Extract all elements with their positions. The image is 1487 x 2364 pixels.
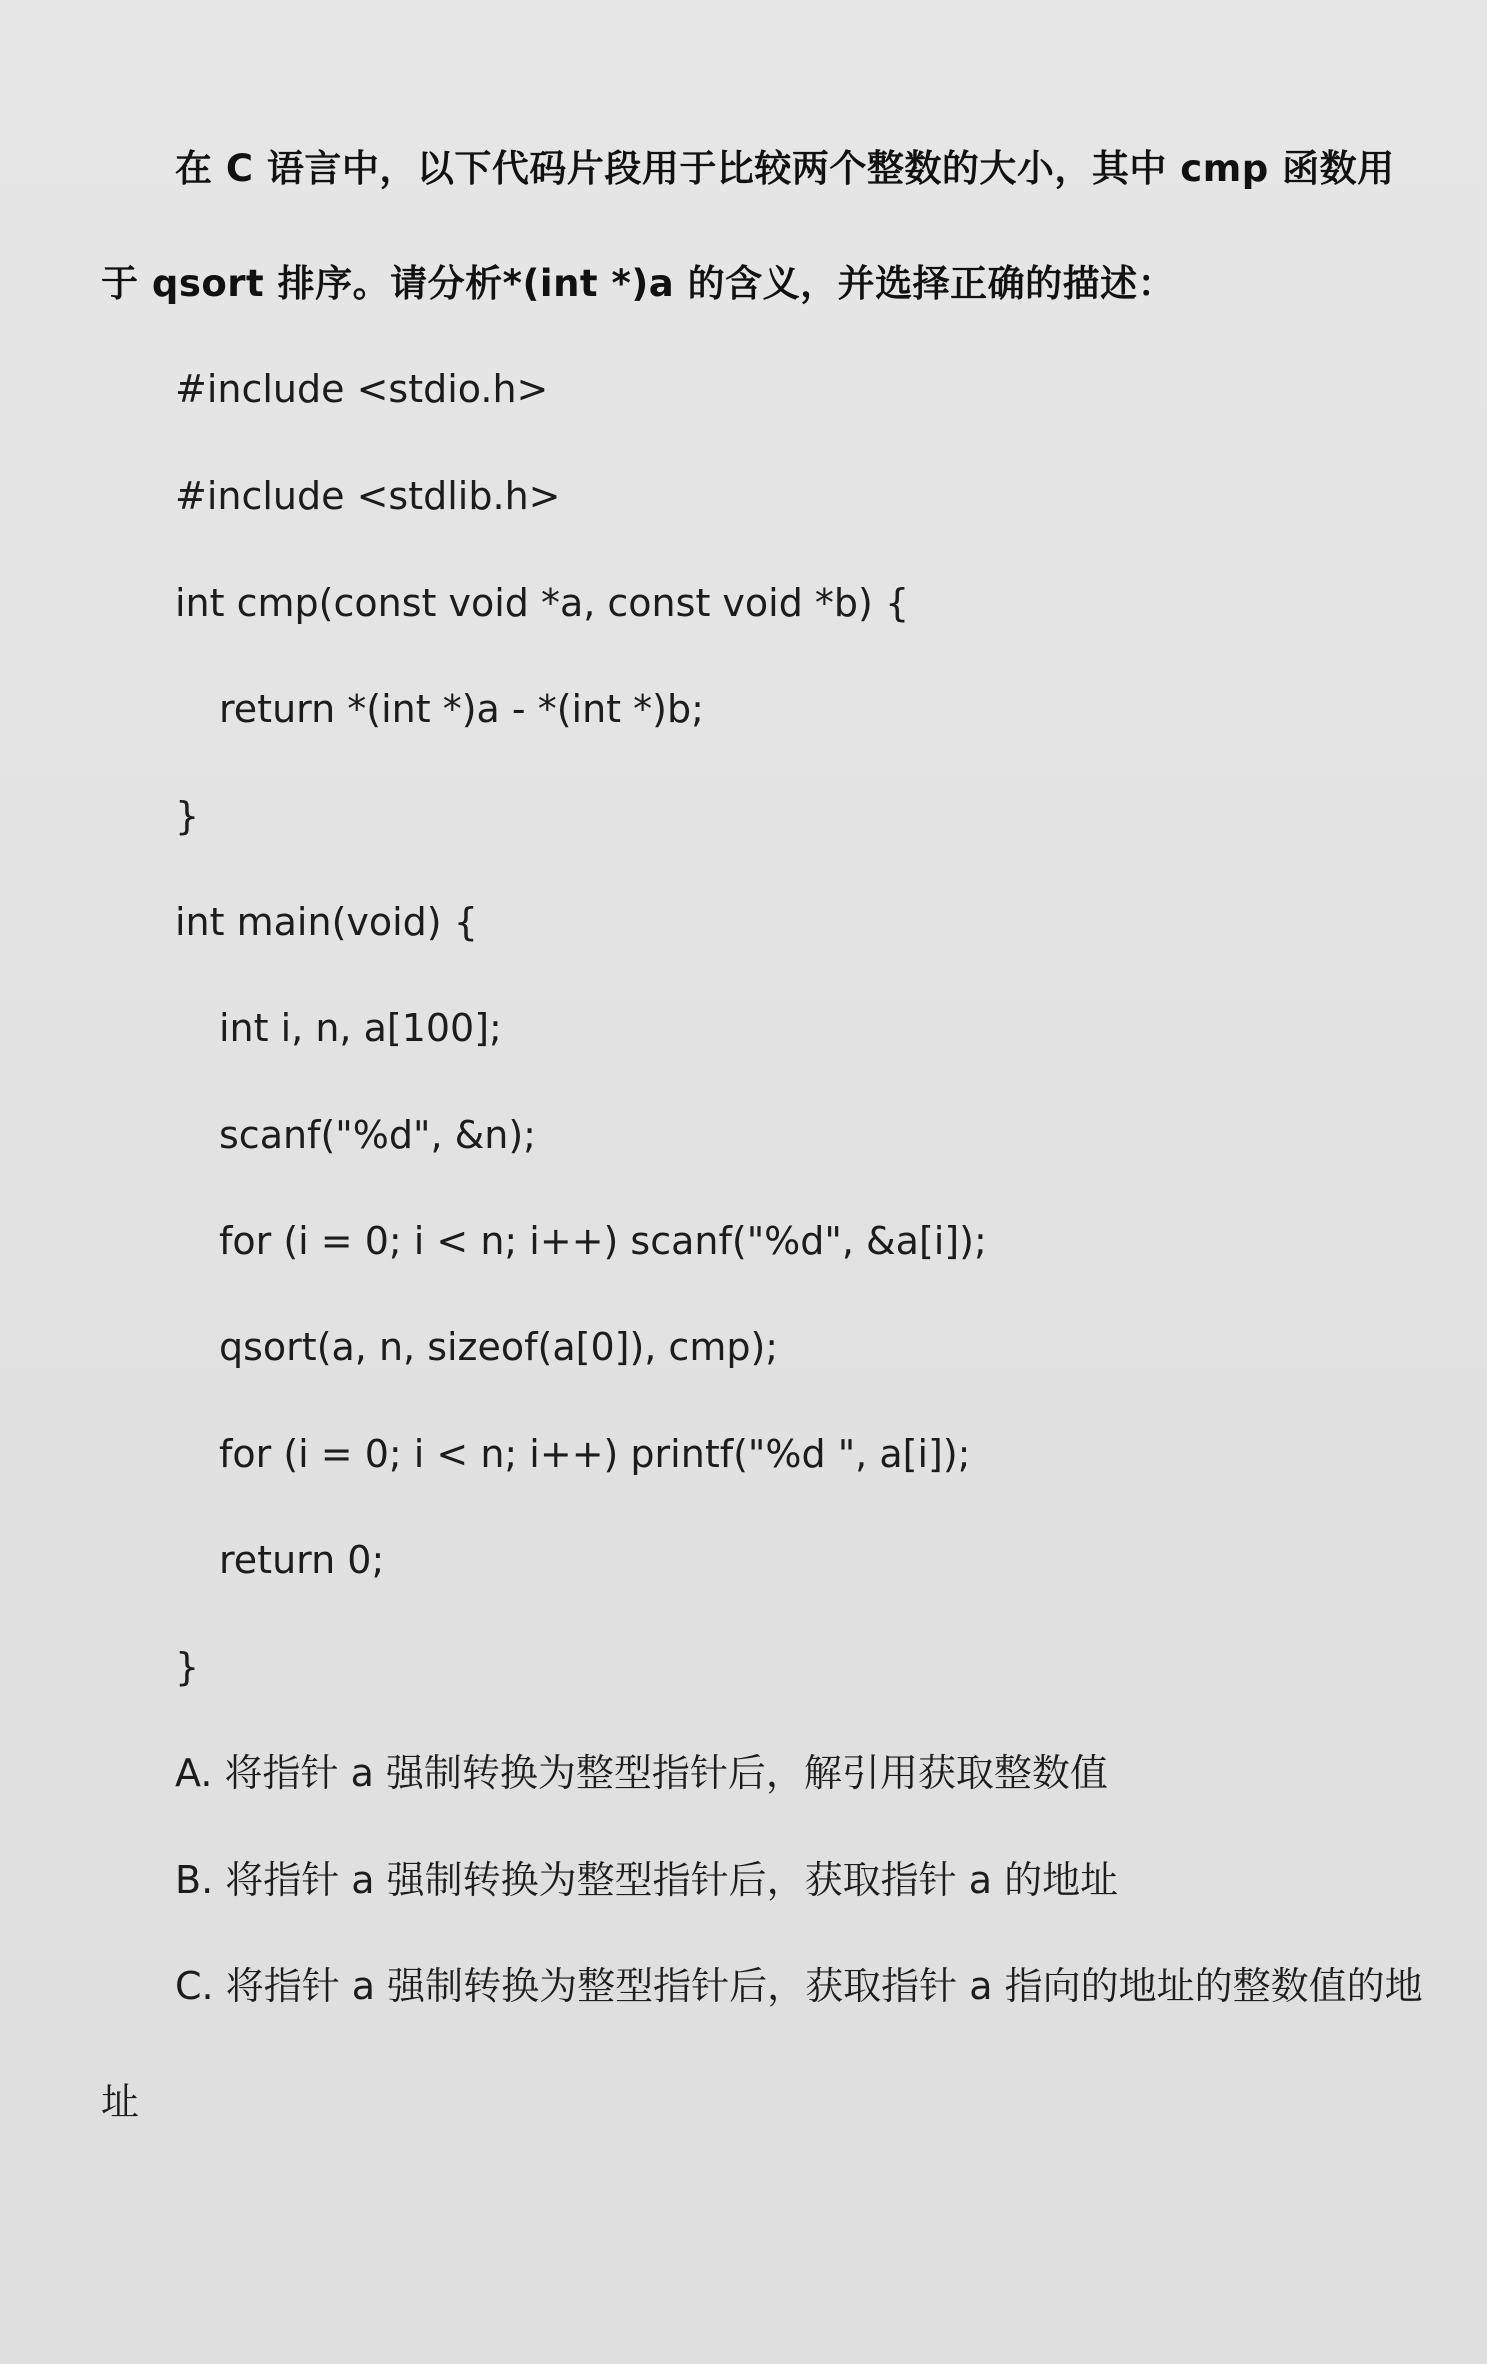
code-line: }: [175, 794, 200, 838]
question-text-line-2: 于 qsort 排序。请分析*(int *)a 的含义，并选择正确的描述：: [101, 262, 1176, 305]
option-a: A. 将指针 a 强制转换为整型指针后，解引用获取整数值: [175, 1751, 1108, 1795]
code-line: for (i = 0; i < n; i++) scanf("%d", &a[i]);: [219, 1219, 987, 1263]
code-line: return *(int *)a - *(int *)b;: [219, 687, 704, 731]
option-b: B. 将指针 a 强制转换为整型指针后，获取指针 a 的地址: [175, 1858, 1119, 1902]
question-text-line-1: 在 C 语言中，以下代码片段用于比较两个整数的大小，其中 cmp 函数用: [175, 147, 1395, 190]
code-line: int i, n, a[100];: [219, 1006, 502, 1050]
code-line: }: [175, 1645, 200, 1689]
option-c-line-1: C. 将指针 a 强制转换为整型指针后，获取指针 a 指向的地址的整数值的地: [175, 1964, 1423, 2008]
code-line: int main(void) {: [175, 900, 478, 944]
option-c-line-2: 址: [101, 2080, 140, 2124]
code-line: return 0;: [219, 1538, 385, 1582]
code-line: qsort(a, n, sizeof(a[0]), cmp);: [219, 1325, 779, 1369]
code-line: #include <stdlib.h>: [175, 474, 561, 518]
code-line: int cmp(const void *a, const void *b) {: [175, 581, 910, 625]
code-line: for (i = 0; i < n; i++) printf("%d ", a[i]);: [219, 1432, 971, 1476]
code-line: #include <stdio.h>: [175, 367, 549, 411]
code-line: scanf("%d", &n);: [219, 1113, 536, 1157]
